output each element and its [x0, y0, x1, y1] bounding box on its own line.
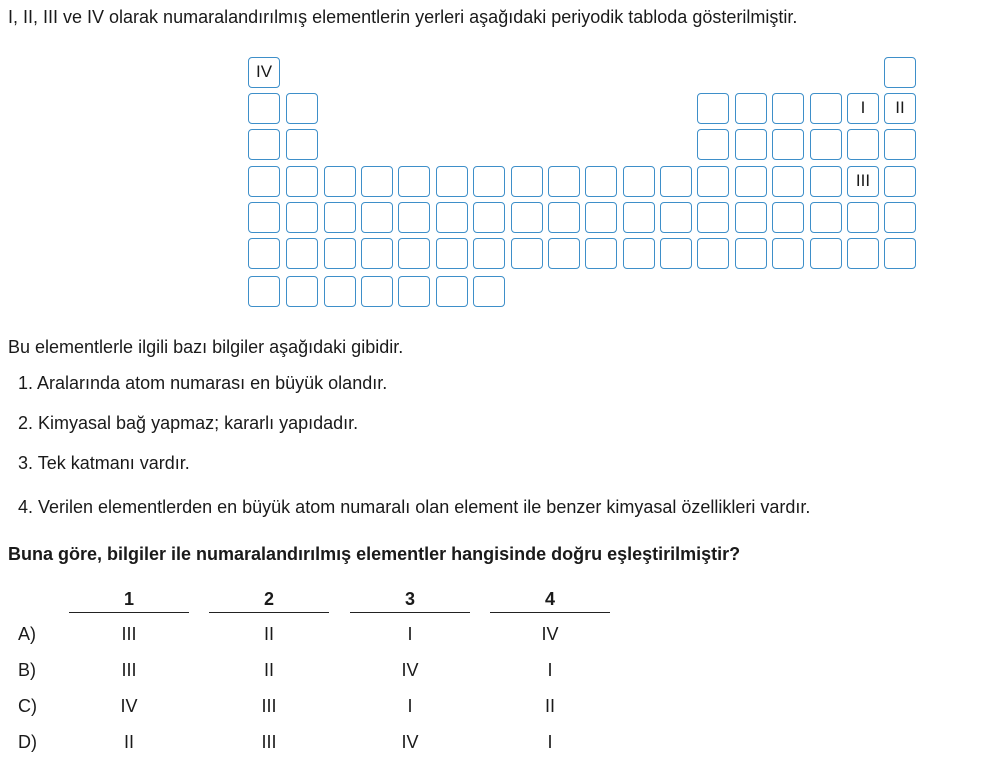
option-value: IV — [541, 624, 559, 644]
element-cell — [398, 276, 430, 307]
element-cell — [660, 238, 692, 269]
element-cell — [810, 93, 842, 124]
info-item-4: 4. Verilen elementlerden en büyük atom numaralı olan element ile benzer kimyasal özellikleri vardır. — [18, 497, 811, 517]
option-value: II — [263, 624, 274, 644]
question-text: Buna göre, bilgiler ile numaralandırılmış elementler hangisinde doğru eşleştirilmiştir? — [8, 544, 741, 564]
element-cell — [361, 202, 393, 233]
element-cell — [697, 202, 729, 233]
element-cell — [623, 238, 655, 269]
element-cell — [884, 238, 916, 269]
option-label: C) — [18, 696, 37, 716]
info-item-3: 3. Tek katmanı vardır. — [18, 453, 190, 473]
element-cell — [361, 276, 393, 307]
column-header-3: 3 — [404, 589, 415, 609]
element-cell — [623, 202, 655, 233]
option-value: II — [123, 732, 134, 752]
element-cell — [324, 276, 356, 307]
periodic-table — [0, 0, 991, 320]
element-cell — [398, 202, 430, 233]
element-cell — [473, 276, 505, 307]
element-cell — [286, 202, 318, 233]
option-label: A) — [18, 624, 36, 644]
element-cell-iv: IV — [248, 57, 280, 88]
intro-text: I, II, III ve IV olarak numaralandırılmış elementlerin yerleri aşağıdaki periyodik tabloda gösterilmiştir. — [8, 7, 798, 27]
element-cell — [324, 166, 356, 197]
info-item-2: 2. Kimyasal bağ yapmaz; kararlı yapıdadır. — [18, 413, 359, 433]
element-cell-i: I — [847, 93, 879, 124]
element-cell — [810, 129, 842, 160]
element-cell — [623, 166, 655, 197]
element-cell — [660, 166, 692, 197]
header-underline — [490, 612, 610, 613]
option-value: IV — [120, 696, 138, 716]
element-cell — [248, 202, 280, 233]
option-value: I — [547, 660, 553, 680]
element-cell — [735, 93, 767, 124]
element-cell — [286, 238, 318, 269]
option-label: B) — [18, 660, 36, 680]
element-cell — [286, 93, 318, 124]
element-cell — [735, 129, 767, 160]
element-cell — [660, 202, 692, 233]
header-underline — [69, 612, 189, 613]
element-cell — [248, 238, 280, 269]
column-header-1: 1 — [123, 589, 134, 609]
element-cell — [585, 202, 617, 233]
element-cell — [548, 202, 580, 233]
element-cell — [884, 57, 916, 88]
option-value: III — [261, 696, 277, 716]
element-cell — [361, 238, 393, 269]
element-cell — [548, 166, 580, 197]
option-value: I — [407, 696, 413, 716]
header-underline — [350, 612, 470, 613]
element-cell — [436, 166, 468, 197]
element-cell — [248, 276, 280, 307]
element-cell — [772, 129, 804, 160]
element-cell — [473, 166, 505, 197]
header-underline — [209, 612, 329, 613]
option-value: I — [407, 624, 413, 644]
element-cell — [697, 129, 729, 160]
element-cell — [436, 276, 468, 307]
element-cell — [735, 202, 767, 233]
element-cell — [772, 202, 804, 233]
column-header-2: 2 — [263, 589, 274, 609]
element-cell — [810, 238, 842, 269]
element-cell — [697, 166, 729, 197]
element-cell — [810, 202, 842, 233]
element-cell — [585, 166, 617, 197]
option-value: II — [263, 660, 274, 680]
element-cell — [511, 238, 543, 269]
option-value: IV — [401, 732, 419, 752]
element-cell — [585, 238, 617, 269]
element-cell-ii: II — [884, 93, 916, 124]
element-cell — [286, 276, 318, 307]
element-cell — [511, 166, 543, 197]
element-cell — [847, 129, 879, 160]
element-cell — [735, 166, 767, 197]
element-cell — [884, 129, 916, 160]
option-value: III — [261, 732, 277, 752]
element-cell-iii: III — [847, 166, 879, 197]
element-cell — [324, 202, 356, 233]
element-cell — [473, 202, 505, 233]
element-cell — [286, 166, 318, 197]
element-cell — [847, 202, 879, 233]
element-cell — [248, 93, 280, 124]
element-cell — [884, 166, 916, 197]
element-cell — [398, 238, 430, 269]
element-cell — [436, 202, 468, 233]
element-cell — [473, 238, 505, 269]
element-cell — [847, 238, 879, 269]
element-cell — [772, 93, 804, 124]
option-value: II — [544, 696, 555, 716]
option-label: D) — [18, 732, 37, 752]
element-cell — [398, 166, 430, 197]
element-cell — [248, 166, 280, 197]
element-cell — [286, 129, 318, 160]
element-cell — [884, 202, 916, 233]
option-value: III — [121, 660, 137, 680]
element-cell — [511, 202, 543, 233]
element-cell — [772, 166, 804, 197]
element-cell — [361, 166, 393, 197]
element-cell — [436, 238, 468, 269]
column-header-4: 4 — [544, 589, 555, 609]
option-value: IV — [401, 660, 419, 680]
element-cell — [772, 238, 804, 269]
element-cell — [810, 166, 842, 197]
info-intro: Bu elementlerle ilgili bazı bilgiler aşağıdaki gibidir. — [8, 337, 404, 357]
option-value: I — [547, 732, 553, 752]
element-cell — [697, 93, 729, 124]
element-cell — [735, 238, 767, 269]
option-value: III — [121, 624, 137, 644]
element-cell — [324, 238, 356, 269]
element-cell — [248, 129, 280, 160]
info-item-1: 1. Aralarında atom numarası en büyük olandır. — [18, 373, 388, 393]
element-cell — [697, 238, 729, 269]
element-cell — [548, 238, 580, 269]
